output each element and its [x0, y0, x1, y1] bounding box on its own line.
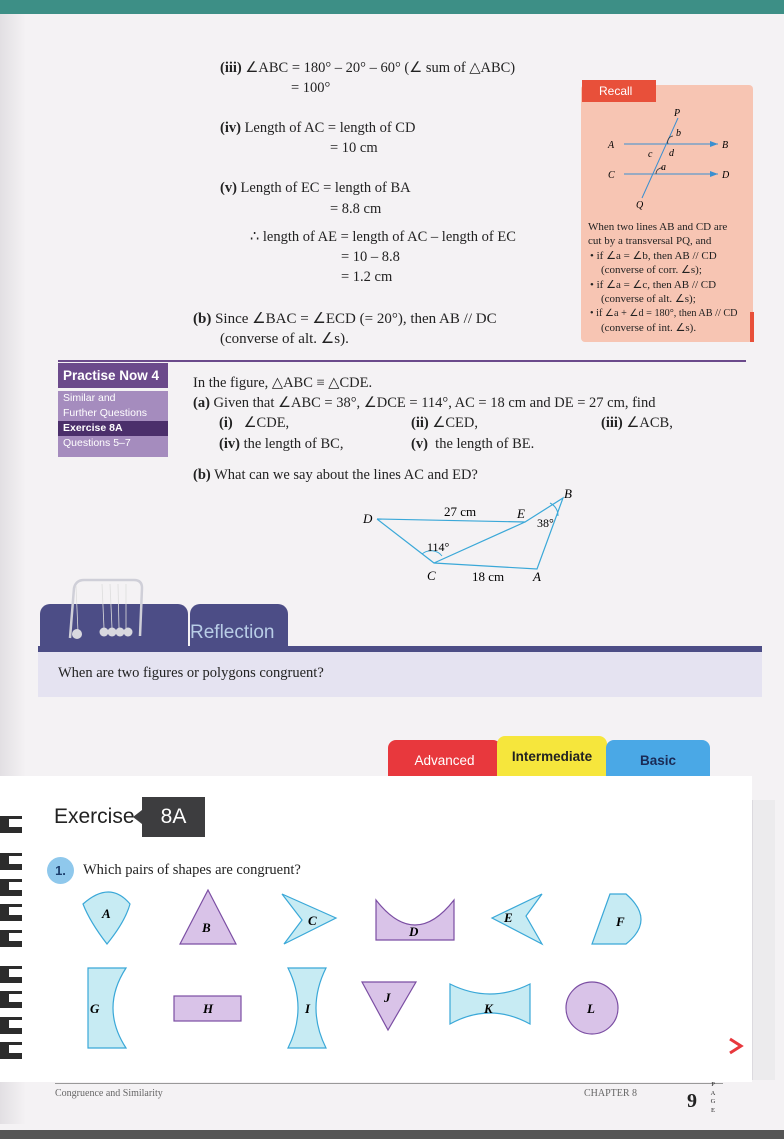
recall-bullet-3: • if ∠a + ∠d = 180°, then AB // CD — [590, 308, 738, 319]
recall-bullet-3-note: (converse of int. ∠s). — [601, 322, 697, 334]
solution-v-result: = 8.8 cm — [330, 201, 382, 217]
fig-angle-b: 38° — [537, 516, 554, 530]
practise-q-v: (v) the length of BE. — [411, 436, 535, 452]
recall-intro-1: When two lines AB and CD are — [588, 221, 728, 233]
binder-ring — [0, 879, 22, 896]
shape-b-label: B — [202, 920, 211, 935]
footer-chapter: CHAPTER 8 — [584, 1088, 638, 1099]
recall-angle-a: a — [661, 162, 666, 173]
recall-angle-c: c — [648, 149, 653, 160]
practise-side-exercise[interactable]: Exercise 8A — [58, 421, 168, 436]
shape-h-label: H — [203, 1001, 214, 1016]
shape-d-label: D — [409, 924, 419, 939]
fig-length-de: 27 cm — [444, 504, 477, 519]
recall-bullet-2: • if ∠a = ∠c, then AB // CD — [590, 279, 717, 291]
practise-q-i: (i) ∠CDE, — [219, 415, 290, 431]
practise-part-a: (a) Given that ∠ABC = 38°, ∠DCE = 114°, AC = 18 cm and DE = 27 cm, find — [193, 395, 656, 411]
recall-label-p: P — [674, 108, 681, 119]
page-word: P A G E — [710, 1081, 716, 1114]
recall-tab: Recall — [582, 80, 656, 102]
shape-j-label: J — [384, 990, 391, 1005]
shape-b — [180, 890, 236, 944]
shapes-figure — [70, 880, 660, 1060]
reflection-question: When are two figures or polygons congruent? — [58, 665, 324, 681]
practise-side-questions[interactable]: Questions 5–7 — [63, 437, 131, 449]
fig-label-c: C — [427, 568, 436, 583]
recall-label-d: D — [722, 170, 730, 181]
recall-label-c: C — [608, 170, 615, 181]
fig-label-d: D — [363, 511, 373, 526]
shape-k-label: K — [484, 1001, 493, 1016]
fig-label-b: B — [564, 486, 572, 501]
tab-intermediate[interactable]: Intermediate — [497, 736, 607, 780]
practise-q-iii: (iii) ∠ACB, — [601, 415, 673, 431]
reflection-title: Reflection — [190, 604, 288, 650]
practise-part-b: (b) What can we say about the lines AC and ED? — [193, 467, 478, 483]
fig-length-ca: 18 cm — [472, 569, 505, 584]
next-page-chevron-icon[interactable] — [726, 1036, 746, 1056]
newtons-cradle-icon — [64, 578, 146, 640]
solution-b: (b) Since ∠BAC = ∠ECD (= 20°), then AB // DC — [193, 311, 497, 327]
recall-label-b: B — [722, 140, 729, 151]
exercise-arrow — [133, 810, 142, 824]
binder-ring — [0, 966, 22, 983]
shape-e — [492, 894, 542, 944]
practise-side-panel — [58, 391, 168, 457]
practise-q-ii: (ii) ∠CED, — [411, 415, 478, 431]
recall-angle-b: b — [676, 128, 681, 139]
binder-ring — [0, 1017, 22, 1034]
solution-calc-2: = 1.2 cm — [341, 269, 393, 285]
fig-angle-c: 114° — [427, 540, 450, 554]
top-bar — [0, 0, 784, 14]
recall-label-a: A — [608, 140, 615, 151]
shape-l-label: L — [587, 1001, 595, 1016]
recall-bullet-1-note: (converse of corr. ∠s); — [601, 264, 702, 276]
recall-intro-2: cut by a transversal PQ, and — [588, 235, 712, 247]
shape-f-label: F — [616, 914, 625, 929]
recall-label-q: Q — [636, 200, 644, 211]
practise-rule — [58, 360, 746, 362]
binder-ring — [0, 930, 22, 947]
recall-diagram — [598, 106, 738, 212]
shape-g-label: G — [90, 1001, 100, 1016]
tab-basic[interactable]: Basic — [606, 740, 710, 780]
page-number: 9 — [687, 1090, 697, 1112]
footer-book-title: Congruence and Similarity — [55, 1088, 163, 1099]
exercise-card-pages — [752, 800, 775, 1080]
bottom-edge — [0, 1130, 784, 1139]
recall-edge — [750, 312, 754, 342]
tab-advanced[interactable]: Advanced — [388, 740, 501, 780]
solution-iii: (iii) ∠ABC = 180° – 20° – 60° (∠ sum of △ABC) — [220, 60, 516, 76]
question-number: 1. — [47, 857, 74, 884]
recall-angle-d: d — [669, 148, 674, 159]
binder-ring — [0, 991, 22, 1008]
shape-a-label: A — [102, 906, 111, 921]
practise-side-2: Further Questions — [63, 407, 148, 419]
congruent-triangles-figure — [360, 484, 585, 590]
binder-ring — [0, 853, 22, 870]
recall-bullet-1: • if ∠a = ∠b, then AB // CD — [590, 250, 717, 262]
shape-i-label: I — [305, 1001, 311, 1016]
binder-ring — [0, 1042, 22, 1059]
fig-label-e: E — [517, 506, 525, 521]
solution-iv-result: = 10 cm — [330, 140, 378, 156]
practise-now-title: Practise Now 4 — [58, 363, 168, 388]
exercise-number: 8A — [142, 797, 205, 837]
practise-q-iv: (iv) the length of BC, — [219, 436, 344, 452]
recall-bullet-2-note: (converse of alt. ∠s); — [601, 293, 696, 305]
binder-ring — [0, 816, 22, 833]
practise-side-1: Similar and — [63, 392, 116, 404]
solution-iv: (iv) Length of AC = length of CD — [220, 120, 416, 136]
shape-c-label: C — [308, 913, 317, 928]
solution-calc-1: = 10 – 8.8 — [341, 249, 400, 265]
binder-ring — [0, 904, 22, 921]
footer-rule — [55, 1083, 723, 1084]
solution-v: (v) Length of EC = length of BA — [220, 180, 411, 196]
shape-e-label: E — [504, 910, 513, 925]
solution-b-line2: (converse of alt. ∠s). — [220, 331, 349, 347]
fig-label-a: A — [533, 569, 541, 584]
practise-intro: In the figure, △ABC ≡ △CDE. — [193, 375, 373, 391]
solution-iii-result: = 100° — [291, 80, 331, 96]
solution-therefore: ∴ length of AE = length of AC – length of EC — [250, 229, 516, 245]
exercise-label: Exercise — [54, 805, 135, 828]
question-text: Which pairs of shapes are congruent? — [83, 862, 301, 878]
